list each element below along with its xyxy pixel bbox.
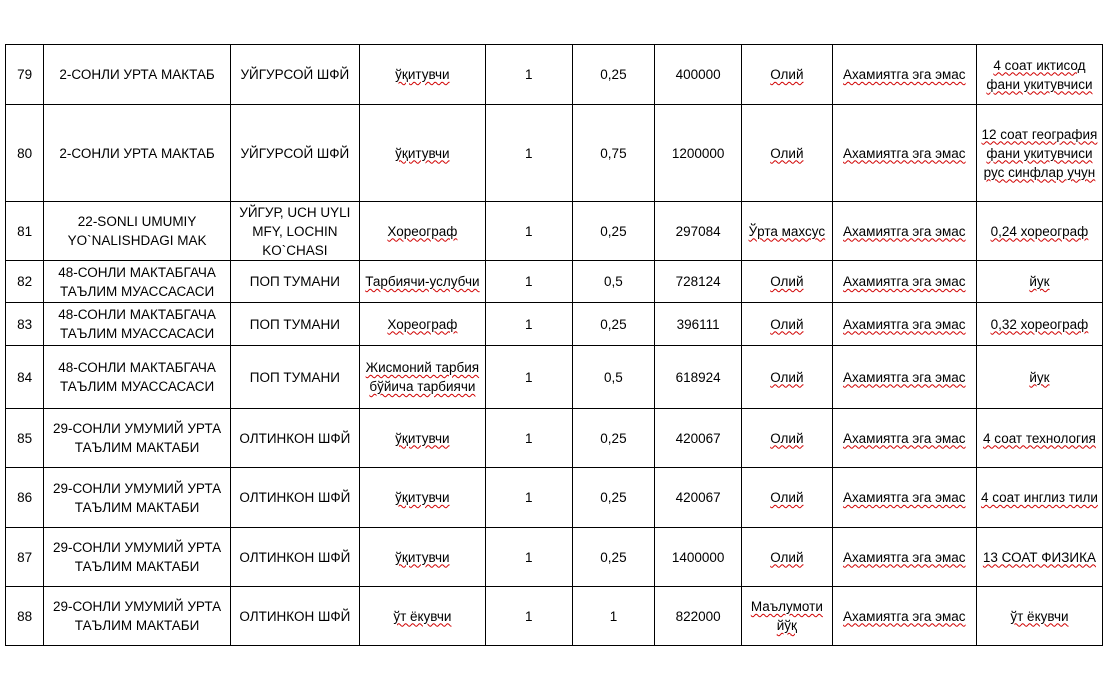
quantity-cell-text: 1 [525,316,533,332]
quantity-cell-text: 1 [525,549,533,565]
experience-cell [832,528,976,587]
table-row [6,528,1103,587]
education-cell [741,303,832,346]
education-cell-text: Олий [770,369,804,385]
quantity-cell [485,45,572,105]
row-number-cell-text: 80 [17,145,33,161]
salary-cell [655,45,742,105]
experience-cell-text: Ахамиятга эга эмас [843,316,966,332]
quantity-cell [485,346,572,409]
row-number-cell [6,409,44,468]
experience-cell [832,587,976,646]
salary-cell [655,261,742,303]
education-cell-text: Олий [770,316,804,332]
education-cell [741,409,832,468]
position-cell [359,528,485,587]
note-cell [976,45,1102,105]
note-cell-text: йук [1029,274,1050,289]
experience-cell [832,45,976,105]
note-cell [976,202,1102,261]
row-number-cell [6,202,44,261]
salary-cell [655,202,742,261]
school-name-cell [44,528,231,587]
row-number-cell [6,346,44,409]
school-name-cell-text: 2-СОНЛИ УРТА МАКТАБ [59,67,215,82]
note-cell [976,303,1102,346]
quantity-cell [485,468,572,528]
rate-cell [572,346,655,409]
note-cell [976,587,1102,646]
district-cell [230,528,359,587]
school-name-cell-text: 48-СОНЛИ МАКТАБГАЧА ТАЪЛИМ МУАССАСАСИ [58,307,216,341]
note-cell-text: ўт ёкувчи [1010,608,1069,624]
rate-cell [572,587,655,646]
note-cell [976,346,1102,409]
salary-cell [655,409,742,468]
experience-cell-text: Ахамиятга эга эмас [843,369,966,385]
district-cell [230,468,359,528]
note-cell-text: 0,32 хореограф [990,316,1089,332]
district-cell-text: ПОП ТУМАНИ [249,369,340,385]
row-number-cell [6,261,44,303]
salary-cell [655,468,742,528]
education-cell [741,346,832,409]
row-number-cell-text: 86 [17,490,33,505]
district-cell [230,346,359,409]
district-cell [230,409,359,468]
education-cell-text: Маълумоти йўқ [750,599,823,633]
education-cell [741,261,832,303]
position-cell-text: Тарбиячи-услубчи [365,274,480,289]
education-cell [741,528,832,587]
district-cell [230,105,359,202]
rate-cell-text: 0,25 [600,223,627,239]
salary-cell-text: 396111 [676,316,720,332]
table-row [6,303,1103,346]
school-name-cell-text: 48-СОНЛИ МАКТАБГАЧА ТАЪЛИМ МУАССАСАСИ [58,360,216,394]
note-cell [976,105,1102,202]
experience-cell-text: Ахамиятга эга эмас [843,274,966,289]
table-body [6,45,1103,646]
row-number-cell [6,303,44,346]
position-cell-text: ўқитувчи [395,490,450,505]
education-cell-text: Олий [770,145,804,161]
experience-cell-text: Ахамиятга эга эмас [843,608,966,624]
school-name-cell-text: 2-СОНЛИ УРТА МАКТАБ [59,145,215,161]
note-cell [976,468,1102,528]
position-cell [359,468,485,528]
district-cell [230,202,359,261]
vacancy-table [5,44,1103,646]
position-cell-text: ўқитувчи [395,67,450,82]
note-cell [976,528,1102,587]
row-number-cell [6,468,44,528]
district-cell [230,45,359,105]
school-name-cell [44,346,231,409]
experience-cell-text: Ахамиятга эга эмас [843,430,966,446]
salary-cell [655,587,742,646]
row-number-cell [6,587,44,646]
experience-cell-text: Ахамиятга эга эмас [843,549,966,565]
note-cell-text: 12 соат география фани укитувчиси рус синфлар учун [981,126,1098,180]
quantity-cell-text: 1 [525,608,533,624]
experience-cell [832,303,976,346]
education-cell [741,468,832,528]
salary-cell [655,303,742,346]
position-cell [359,303,485,346]
quantity-cell [485,261,572,303]
education-cell [741,202,832,261]
district-cell [230,587,359,646]
quantity-cell [485,409,572,468]
position-cell-text: ўқитувчи [395,430,450,446]
note-cell-text: 13 СОАТ ФИЗИКА [982,549,1096,565]
experience-cell-text: Ахамиятга эга эмас [843,223,966,239]
table-row [6,261,1103,303]
quantity-cell-text: 1 [525,223,533,239]
rate-cell-text: 0,25 [600,316,627,332]
position-cell-text: Хореограф [387,223,458,239]
school-name-cell [44,45,231,105]
rate-cell [572,409,655,468]
experience-cell [832,409,976,468]
table-row [6,409,1103,468]
rate-cell-text: 1 [609,608,618,624]
district-cell [230,261,359,303]
district-cell-text: УЙГУРСОЙ ШФЙ [240,145,350,161]
school-name-cell-text: 29-СОНЛИ УМУМИЙ УРТА ТАЪЛИМ МАКТАБИ [53,480,222,515]
education-cell [741,105,832,202]
quantity-cell-text: 1 [525,369,533,385]
note-cell [976,261,1102,303]
row-number-cell [6,105,44,202]
salary-cell-text: 1200000 [671,145,725,161]
row-number-cell-text: 81 [17,223,33,239]
district-cell-text: ОЛТИНКОН ШФЙ [239,549,351,565]
row-number-cell-text: 84 [17,369,33,385]
position-cell [359,261,485,303]
experience-cell [832,261,976,303]
experience-cell [832,202,976,261]
salary-cell-text: 728124 [675,274,721,289]
position-cell [359,202,485,261]
note-cell-text: йук [1029,369,1050,385]
school-name-cell [44,303,231,346]
school-name-cell [44,587,231,646]
quantity-cell-text: 1 [525,67,533,82]
district-cell-text: ОЛТИНКОН ШФЙ [239,490,351,505]
position-cell-text: Хореограф [387,316,458,332]
school-name-cell [44,409,231,468]
row-number-cell-text: 79 [17,67,33,82]
education-cell-text: Олий [770,490,804,505]
position-cell [359,587,485,646]
rate-cell-text: 0,25 [600,67,627,82]
quantity-cell [485,202,572,261]
salary-cell [655,528,742,587]
rate-cell-text: 0,5 [604,274,623,289]
school-name-cell [44,105,231,202]
position-cell-text: ўқитувчи [395,145,450,161]
experience-cell [832,346,976,409]
rate-cell-text: 0,25 [600,430,627,446]
quantity-cell-text: 1 [525,430,533,446]
school-name-cell-text: 22-SONLI UMUMIY YO`NALISHDAGI MAK [67,214,207,248]
salary-cell-text: 297084 [675,223,721,239]
row-number-cell-text: 87 [17,549,33,565]
table-row [6,587,1103,646]
note-cell-text: 4 соат инглиз тили [980,490,1098,505]
position-cell [359,45,485,105]
note-cell-text: 0,24 хореограф [990,223,1089,239]
district-cell-text: ОЛТИНКОН ШФЙ [239,608,351,624]
education-cell [741,587,832,646]
rate-cell [572,261,655,303]
position-cell-text: ўт ёкувчи [393,608,452,624]
table-row [6,202,1103,261]
quantity-cell [485,587,572,646]
education-cell-text: Олий [770,67,804,82]
district-cell-text: УЙГУРСОЙ ШФЙ [240,67,350,82]
school-name-cell [44,468,231,528]
salary-cell-text: 420067 [675,430,721,446]
position-cell-text: Жисмоний тарбия бўйича тарбиячи [365,360,480,394]
rate-cell-text: 0,25 [600,490,627,505]
education-cell-text: Олий [770,549,804,565]
experience-cell-text: Ахамиятга эга эмас [843,145,966,161]
row-number-cell [6,45,44,105]
position-cell [359,346,485,409]
quantity-cell-text: 1 [525,145,533,161]
rate-cell [572,303,655,346]
table-row [6,346,1103,409]
row-number-cell-text: 85 [17,430,33,446]
row-number-cell-text: 82 [17,274,33,289]
experience-cell [832,105,976,202]
salary-cell-text: 1400000 [671,549,725,565]
position-cell-text: ўқитувчи [395,549,450,565]
education-cell [741,45,832,105]
rate-cell-text: 0,75 [600,145,627,161]
row-number-cell-text: 83 [17,316,33,332]
salary-cell [655,105,742,202]
row-number-cell-text: 88 [17,608,33,624]
education-cell-text: Ўрта махсус [748,223,826,239]
rate-cell [572,45,655,105]
school-name-cell-text: 29-СОНЛИ УМУМИЙ УРТА ТАЪЛИМ МАКТАБИ [53,599,222,633]
experience-cell-text: Ахамиятга эга эмас [843,67,966,82]
education-cell-text: Олий [770,274,804,289]
rate-cell [572,202,655,261]
position-cell [359,409,485,468]
quantity-cell [485,303,572,346]
quantity-cell-text: 1 [525,274,533,289]
row-number-cell [6,528,44,587]
note-cell [976,409,1102,468]
note-cell-text: 4 соат технология [983,430,1096,446]
school-name-cell-text: 29-СОНЛИ УМУМИЙ УРТА ТАЪЛИМ МАКТАБИ [53,540,222,574]
district-cell-text: УЙГУР, UCH UYLI MFY, LOCHIN KO`CHASI [239,204,351,258]
school-name-cell [44,261,231,303]
school-name-cell [44,202,231,261]
school-name-cell-text: 29-СОНЛИ УМУМИЙ УРТА ТАЪЛИМ МАКТАБИ [53,421,222,455]
district-cell-text: ПОП ТУМАНИ [249,316,340,332]
note-cell-text: 4 соат иктисод фани укитувчиси [986,57,1093,92]
salary-cell-text: 420067 [675,490,721,505]
district-cell-text: ОЛТИНКОН ШФЙ [239,430,351,446]
experience-cell-text: Ахамиятга эга эмас [843,490,966,505]
table-row [6,105,1103,202]
rate-cell-text: 0,5 [604,369,623,385]
position-cell [359,105,485,202]
quantity-cell [485,528,572,587]
table-row [6,45,1103,105]
salary-cell [655,346,742,409]
rate-cell [572,528,655,587]
table-row [6,468,1103,528]
salary-cell-text: 618924 [675,369,721,385]
rate-cell [572,105,655,202]
salary-cell-text: 822000 [675,608,721,624]
school-name-cell-text: 48-СОНЛИ МАКТАБГАЧА ТАЪЛИМ МУАССАСАСИ [58,264,216,299]
salary-cell-text: 400000 [675,67,721,82]
rate-cell-text: 0,25 [600,549,627,565]
education-cell-text: Олий [770,430,804,446]
quantity-cell [485,105,572,202]
experience-cell [832,468,976,528]
district-cell-text: ПОП ТУМАНИ [249,274,340,289]
quantity-cell-text: 1 [525,490,533,505]
district-cell [230,303,359,346]
rate-cell [572,468,655,528]
